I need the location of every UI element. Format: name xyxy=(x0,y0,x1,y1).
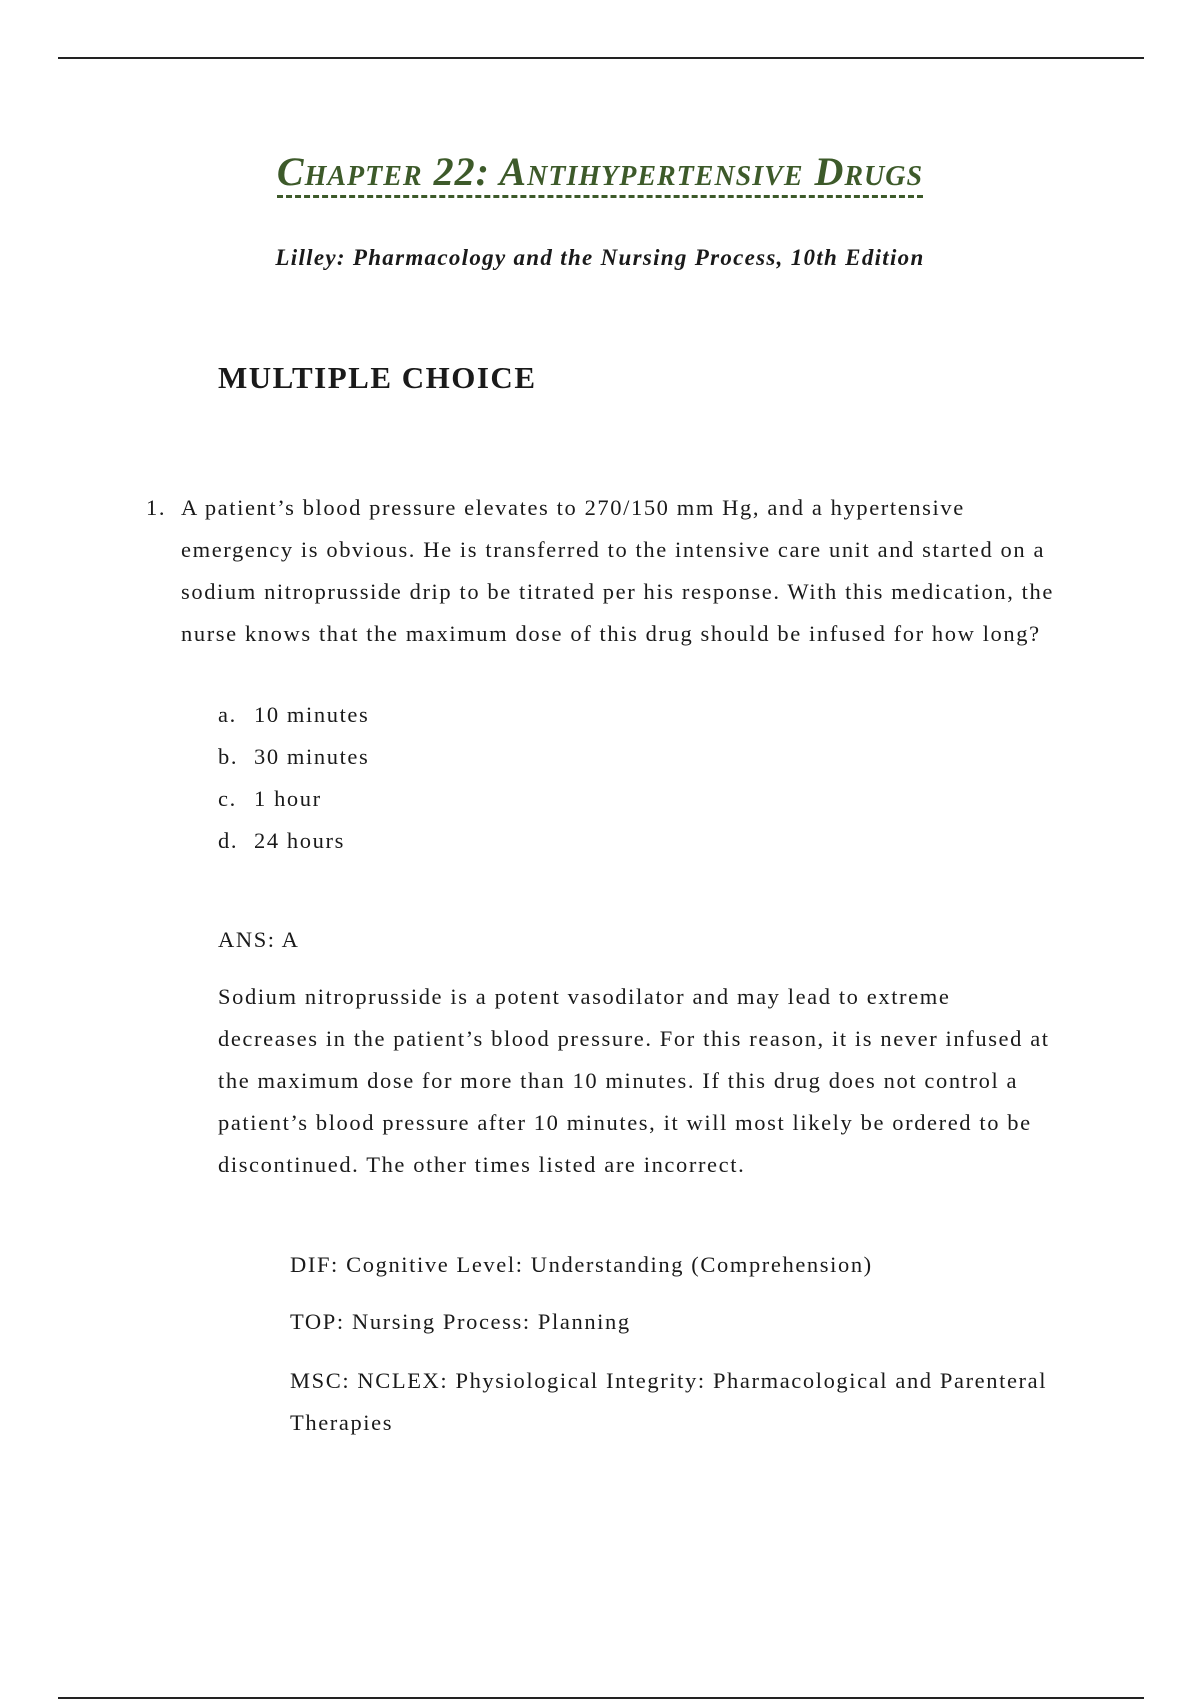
option-text: 30 minutes xyxy=(254,744,370,769)
option-a xyxy=(218,694,369,736)
option-letter: c. xyxy=(218,786,237,811)
option-letter: a. xyxy=(218,702,237,727)
chapter-title xyxy=(0,148,1200,195)
question-stem: A patient’s blood pressure elevates to 270/150 mm Hg, and a hypertensive emergency is obvious. He is transferred to the intensive care unit and started on a sodium nitroprusside drip to be titrated per his response. With this medication, the nurse knows that the maximum dose of this drug should be infused for how long? xyxy=(181,495,1054,646)
option-text: 24 hours xyxy=(254,828,345,853)
chapter-title-text: Chapter 22: Antihypertensive Drugs xyxy=(277,149,923,198)
option-b xyxy=(218,736,369,778)
option-text: 10 minutes xyxy=(254,702,370,727)
nclex-category: MSC: NCLEX: Physiological Integrity: Pharmacological and Parenteral Therapies xyxy=(290,1368,1048,1435)
book-subtitle: Lilley: Pharmacology and the Nursing Process, 10th Edition xyxy=(275,245,925,270)
answer-key: ANS: A xyxy=(218,927,300,952)
bottom-rule xyxy=(58,1697,1144,1699)
topic: TOP: Nursing Process: Planning xyxy=(290,1309,631,1334)
option-text: 1 hour xyxy=(254,786,322,811)
option-letter: b. xyxy=(218,744,239,769)
question-number: 1. xyxy=(146,495,167,520)
option-letter: d. xyxy=(218,828,239,853)
section-heading: MULTIPLE CHOICE xyxy=(218,360,537,395)
option-c xyxy=(218,778,369,820)
rationale: Sodium nitroprusside is a potent vasodilator and may lead to extreme decreases in the patient’s blood pressure. For this reason, it is never infused at the maximum dose for more than 10 minutes. If this drug does not control a patient’s blood pressure after 10 minutes, it will most likely be ordered to be discontinued. The other times listed are incorrect. xyxy=(218,984,1050,1177)
top-rule xyxy=(58,57,1144,59)
difficulty-level: DIF: Cognitive Level: Understanding (Comprehension) xyxy=(290,1252,873,1277)
option-d xyxy=(218,820,369,862)
answer-options xyxy=(218,694,369,862)
